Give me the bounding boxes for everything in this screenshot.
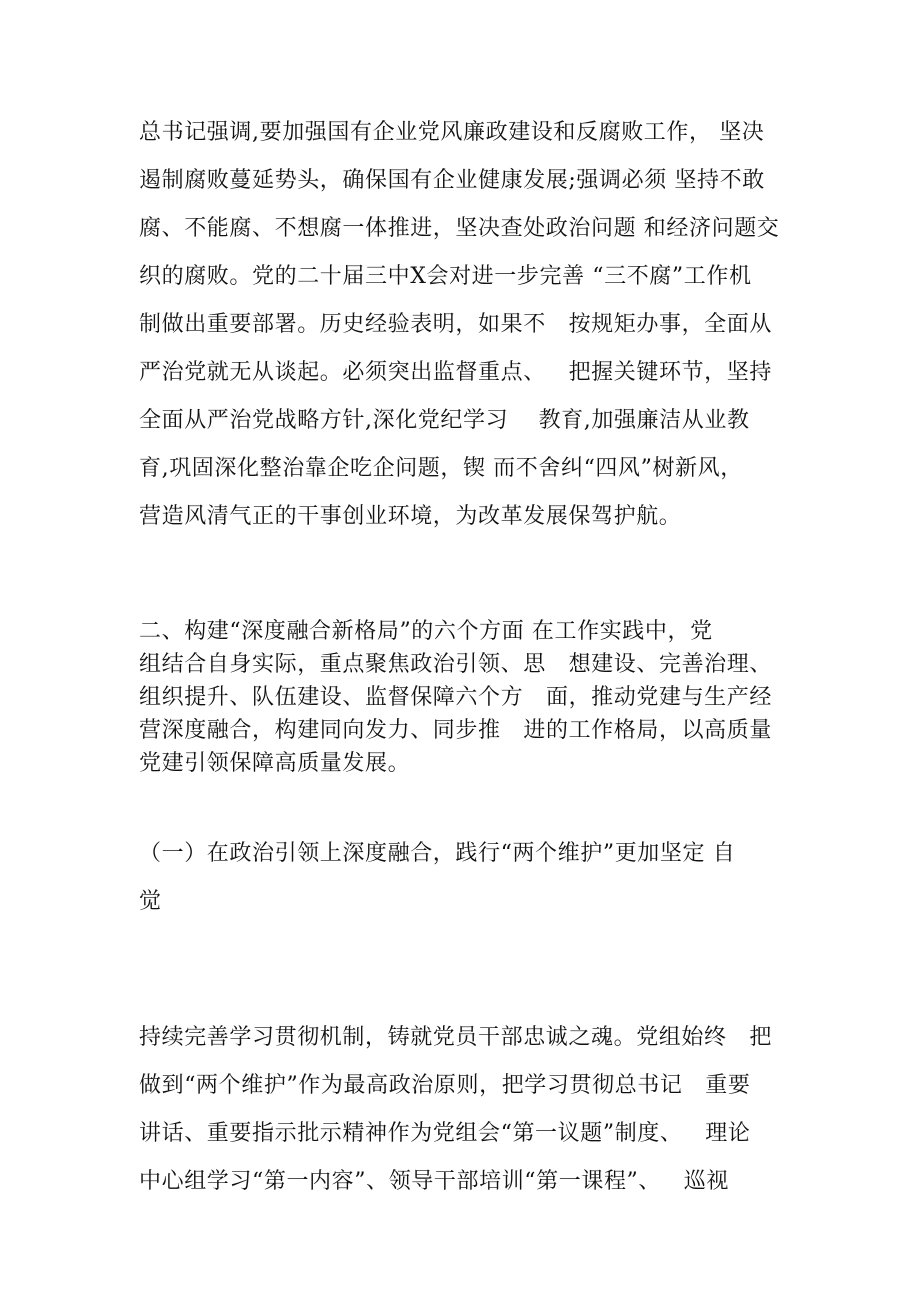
section-2-line-3: 组织提升、队伍建设、监督保障六个方 面，推动党建与生产经 [139, 685, 772, 710]
paragraph-1-line-9: 营造风清气正的干事创业环境，为改革发展保驾护航。 [139, 504, 682, 529]
paragraph-1-line-4: 织的腐败。党的二十届三中X会对进一步完善 “三不腐”工作机 [139, 264, 752, 289]
paragraph-3-line-3: 讲话、重要指示批示精神作为党组会“第一议题”制度、 理论 [139, 1121, 751, 1146]
paragraph-1-line-8: 育,巩固深化整治靠企吃企问题，锲 而不舍纠“四风”树新风， [139, 456, 743, 481]
paragraph-1-line-2: 遏制腐败蔓延势头，确保国有企业健康发展;强调必须 坚持不敢 [139, 168, 765, 193]
paragraph-1-line-6: 严治党就无从谈起。必须突出监督重点、 把握关键环节，坚持 [139, 360, 772, 385]
subsection-1-title-line-1: （一）在政治引领上深度融合，践行“两个维护”更加坚定 自 [139, 841, 736, 866]
subsection-1-title-line-2: 觉 [139, 889, 162, 914]
paragraph-1-line-3: 腐、不能腐、不想腐一体推进，坚决查处政治问题 和经济问题交 [139, 216, 780, 241]
paragraph-3-line-1: 持续完善学习贯彻机制，铸就党员干部忠诚之魂。党组始终 把 [139, 1025, 772, 1050]
paragraph-1-line-7: 全面从严治党战略方针,深化党纪学习 教育,加强廉洁从业教 [139, 408, 750, 433]
section-2-line-2: 组结合自身实际，重点聚焦政治引领、思 想建设、完善治理、 [139, 652, 772, 677]
section-2-line-5: 党建引领保障高质量发展。 [139, 751, 411, 776]
paragraph-3-line-2: 做到“两个维护”作为最高政治原则，把学习贯彻总书记 重要 [139, 1073, 751, 1098]
paragraph-1-line-1: 总书记强调,要加强国有企业党风廉政建设和反腐败工作， 坚决 [139, 120, 765, 145]
section-2-line-1: 二、构建“深度融合新格局”的六个方面 在工作实践中，党 [139, 619, 713, 644]
paragraph-3-line-4: 中心组学习“第一内容”、领导干部培训“第一课程”、 巡视 [139, 1169, 729, 1194]
section-2-line-4: 营深度融合，构建同向发力、同步推 进的工作格局，以高质量 [139, 718, 772, 743]
paragraph-1-line-5: 制做出重要部署。历史经验表明，如果不 按规矩办事，全面从 [139, 312, 772, 337]
